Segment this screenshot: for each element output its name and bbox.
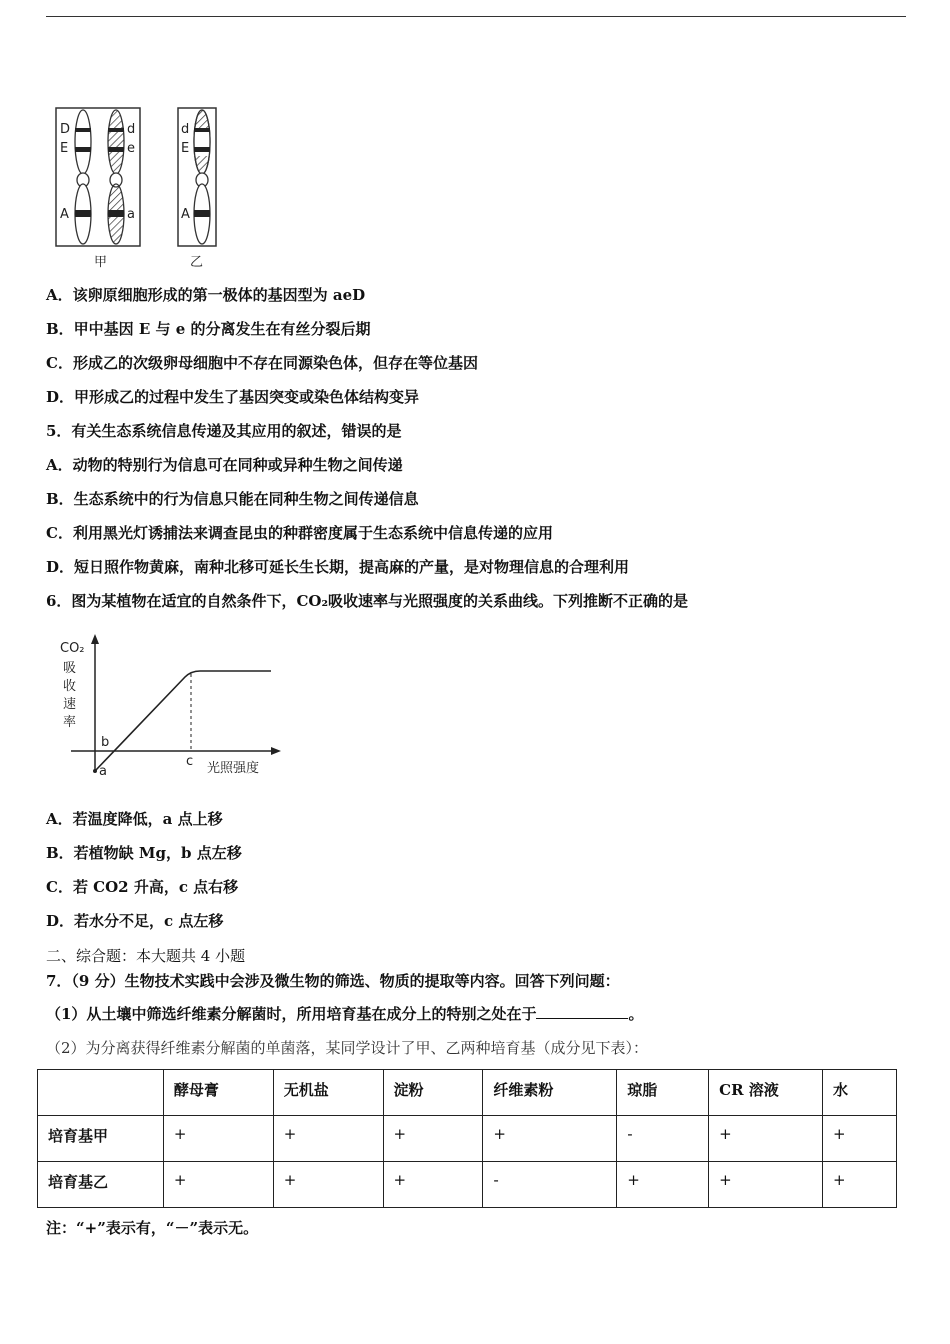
table-header-cell: 琼脂 [617,1070,709,1116]
caption-jia: 甲 [94,255,108,270]
chromosome-figure [50,100,230,275]
table-cell: + [273,1116,383,1162]
q5-option-b: B．生态系统中的行为信息只能在同种生物之间传递信息 [46,490,419,508]
co2-curve-chart [55,632,285,782]
table-cell: + [617,1162,709,1208]
q4-option-b: B．甲中基因 E 与 e 的分离发生在有丝分裂后期 [46,320,371,338]
q6-stem: 6．图为某植物在适宜的自然条件下，CO₂吸收速率与光照强度的关系曲线。下列推断不正确的是 [46,592,689,610]
gene-label-e: e [127,141,135,156]
q5-stem: 5．有关生态系统信息传递及其应用的叙述，错误的是 [46,422,402,440]
table-cell: + [383,1162,483,1208]
table-header-cell: 淀粉 [383,1070,483,1116]
section-title: 二、综合题：本大题共 4 小题 [46,947,246,965]
table-header-cell [38,1070,164,1116]
q6-option-c: C．若 CO2 升高，c 点右移 [46,878,239,896]
point-label-a: a [99,764,107,779]
y-axis-label-char-2: 收 [63,679,77,694]
culture-media-table [37,1069,897,1208]
q7-part1-text: （1）从土壤中筛选纤维素分解菌时，所用培育基在成分上的特别之处在于 [46,1005,537,1023]
q6-option-b: B．若植物缺 Mg，b 点左移 [46,844,242,862]
table-cell: + [709,1116,823,1162]
q4-option-c: C．形成乙的次级卵母细胞中不存在同源染色体，但存在等位基因 [46,354,478,372]
table-note: 注：“+”表示有，“－”表示无。 [46,1219,259,1237]
q6-option-d: D．若水分不足，c 点左移 [46,912,224,930]
gene-label-A2: A [181,207,190,222]
y-axis-label-co2: CO₂ [60,641,85,656]
gene-label-a: a [127,207,135,222]
table-cell: + [163,1162,273,1208]
table-row-label: 培育基乙 [38,1162,164,1208]
table-cell: + [823,1116,897,1162]
table-cell: - [483,1162,617,1208]
y-axis-label-char-1: 吸 [63,661,77,676]
q4-option-a: A．该卵原细胞形成的第一极体的基因型为 aeD [46,286,366,304]
table-header-row [38,1070,897,1116]
table-header-cell: 纤维素粉 [483,1070,617,1116]
q6-option-a: A．若温度降低，a 点上移 [46,810,223,828]
point-label-c: c [186,754,194,769]
table-row-label: 培育基甲 [38,1116,164,1162]
q7-part1-end: 。 [628,1005,644,1023]
table-header-cell: 酵母膏 [163,1070,273,1116]
table-row [38,1116,897,1162]
table-cell: + [273,1162,383,1208]
answer-blank[interactable] [536,1004,628,1019]
q5-option-a: A．动物的特别行为信息可在同种或异种生物之间传递 [46,456,403,474]
q7-stem: 7．（9 分）生物技术实践中会涉及微生物的筛选、物质的提取等内容。回答下列问题： [46,972,620,990]
table-cell: + [709,1162,823,1208]
table-cell: + [383,1116,483,1162]
q7-part1 [46,1004,643,1024]
gene-label-A: A [60,207,69,222]
table-header-cell: 水 [823,1070,897,1116]
table-header-cell: CR 溶液 [709,1070,823,1116]
y-axis-label-char-3: 速 [63,697,77,712]
point-label-b: b [101,735,110,750]
gene-label-d: d [127,122,136,137]
gene-label-E2: E [181,141,190,156]
y-axis-label-char-4: 率 [63,715,77,730]
gene-label-D: D [60,122,71,137]
q4-option-d: D．甲形成乙的过程中发生了基因突变或染色体结构变异 [46,388,420,406]
gene-label-E: E [60,141,69,156]
x-axis-label: 光照强度 [207,761,260,776]
table-header-cell: 无机盐 [273,1070,383,1116]
table-row [38,1162,897,1208]
caption-yi: 乙 [190,255,204,270]
table-cell: + [483,1116,617,1162]
q5-option-d: D．短日照作物黄麻，南种北移可延长生长期，提高麻的产量，是对物理信息的合理利用 [46,558,630,576]
q7-part2: （2）为分离获得纤维素分解菌的单菌落，某同学设计了甲、乙两种培育基（成分见下表）： [46,1039,649,1057]
q5-option-c: C．利用黑光灯诱捕法来调查昆虫的种群密度属于生态系统中信息传递的应用 [46,524,553,542]
table-cell: - [617,1116,709,1162]
gene-label-d2: d [181,122,190,137]
table-cell: + [163,1116,273,1162]
table-cell: + [823,1162,897,1208]
header-rule [46,16,906,17]
